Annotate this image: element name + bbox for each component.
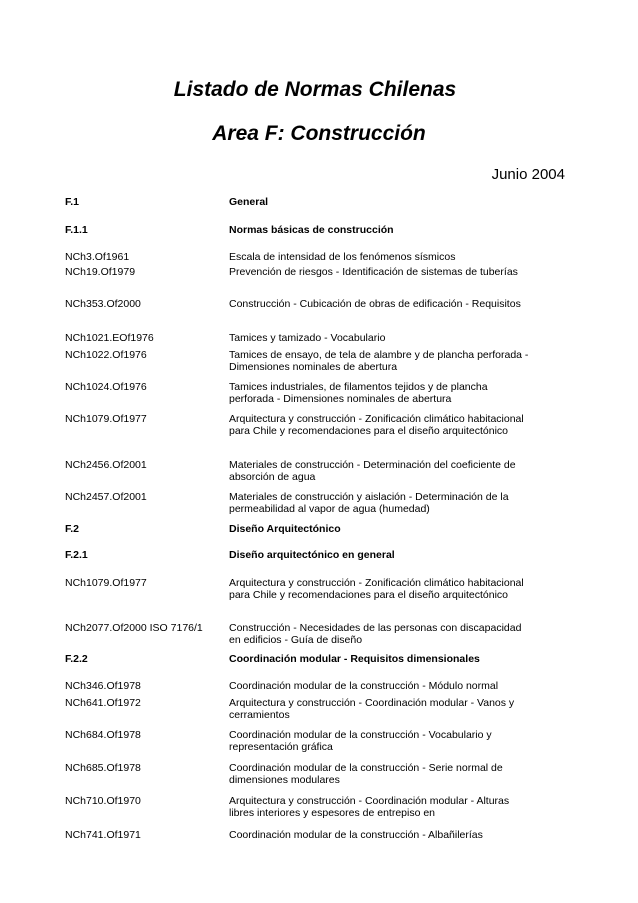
standard-description: Arquitectura y construcción - Coordinación modular - Vanos y cerramientos (229, 697, 515, 721)
standard-code: F.2 (65, 523, 80, 535)
standard-code: NCh641.Of1972 (65, 697, 141, 709)
standard-code: NCh710.Of1970 (65, 795, 141, 807)
standard-code: NCh685.Of1978 (65, 762, 141, 774)
standard-code: NCh1024.Of1976 (65, 381, 147, 393)
standard-description: Construcción - Cubicación de obras de edificación - Requisitos (229, 298, 521, 310)
standard-description: Prevención de riesgos - Identificación de sistemas de tuberías (229, 266, 518, 278)
standard-description: Diseño arquitectónico en general (229, 549, 395, 561)
standard-description: Normas básicas de construcción (229, 224, 394, 236)
standard-code: F.2.2 (65, 653, 88, 665)
standard-description: Arquitectura y construcción - Zonificación climático habitacional para Chile y recomendaciones para el diseño arquitectónico (229, 577, 524, 601)
document-title: Listado de Normas Chilenas (173, 78, 457, 101)
standard-description: Construcción - Necesidades de las personas con discapacidad en edificios - Guía de diseño (229, 622, 522, 646)
standard-description: Arquitectura y construcción - Zonificación climático habitacional para Chile y recomendaciones para el diseño arquitectónico (229, 413, 524, 437)
standard-description: General (229, 196, 269, 208)
standard-description: Coordinación modular de la construcción - Vocabulario y representación gráfica (229, 729, 492, 753)
standard-code: NCh1079.Of1977 (65, 577, 147, 589)
standard-description: Coordinación modular de la construcción - Albañilerías (229, 829, 483, 841)
standard-description: Materiales de construcción - Determinación del coeficiente de absorción de agua (229, 459, 516, 483)
document-date: Junio 2004 (491, 166, 565, 183)
standard-code: NCh1079.Of1977 (65, 413, 147, 425)
standard-code: NCh2456.Of2001 (65, 459, 147, 471)
standard-description: Coordinación modular de la construcción - Serie normal de dimensiones modulares (229, 762, 503, 786)
standard-code: NCh353.Of2000 (65, 298, 141, 310)
standard-code: NCh346.Of1978 (65, 680, 141, 692)
standard-description: Coordinación modular de la construcción - Módulo normal (229, 680, 499, 692)
standard-code: NCh2457.Of2001 (65, 491, 147, 503)
standard-code: F.1.1 (65, 224, 88, 236)
standard-code: F.2.1 (65, 549, 88, 561)
standard-description: Materiales de construcción y aislación - Determinación de la permeabilidad al vapor de agua (humedad) (229, 491, 509, 515)
standard-description: Tamices y tamizado - Vocabulario (229, 332, 386, 344)
standard-code: NCh1022.Of1976 (65, 349, 147, 361)
standard-code: F.1 (65, 196, 80, 208)
standard-description: Tamices industriales, de filamentos tejidos y de plancha perforada - Dimensiones nominales de abertura (229, 381, 488, 405)
standard-description: Escala de intensidad de los fenómenos sísmicos (229, 251, 456, 263)
standard-description: Coordinación modular - Requisitos dimensionales (229, 653, 480, 665)
standard-code: NCh3.Of1961 (65, 251, 130, 263)
standard-code: NCh1021.EOf1976 (65, 332, 154, 344)
standard-code: NCh684.Of1978 (65, 729, 141, 741)
standard-code: NCh2077.Of2000 ISO 7176/1 (65, 622, 203, 634)
standard-code: NCh19.Of1979 (65, 266, 136, 278)
standard-description: Arquitectura y construcción - Coordinación modular - Alturas libres interiores y espesores de entrepiso en (229, 795, 510, 819)
standard-description: Tamices de ensayo, de tela de alambre y de plancha perforada - Dimensiones nominales de abertura (229, 349, 529, 373)
standard-description: Diseño Arquitectónico (229, 523, 341, 535)
standard-code: NCh741.Of1971 (65, 829, 141, 841)
document-subtitle: Area F: Construcción (212, 122, 426, 145)
